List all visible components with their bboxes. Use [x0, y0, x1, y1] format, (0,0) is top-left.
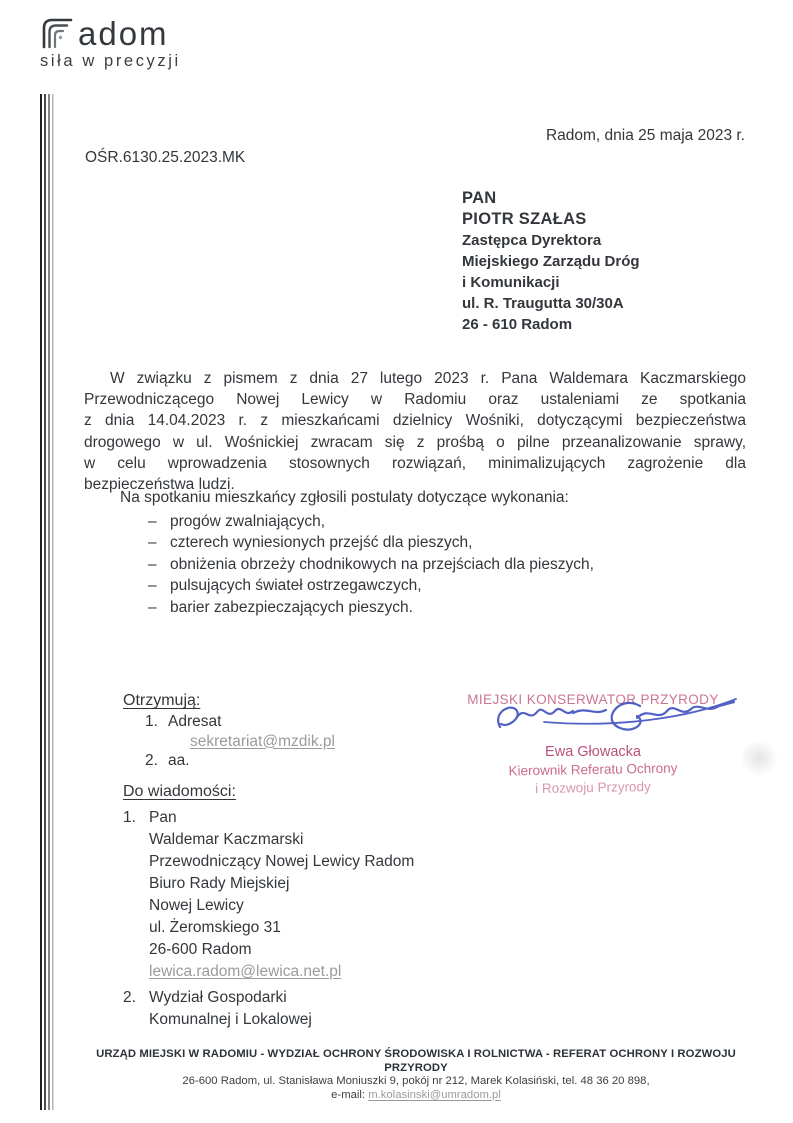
cc-item-1-lines	[149, 807, 414, 961]
received-by-item-1-email-row	[190, 732, 335, 752]
recipient-line: Zastępca Dyrektora	[462, 232, 602, 249]
radom-logo	[40, 16, 181, 71]
stamp-role-line-2: i Rozwoju Przyrody	[535, 778, 651, 797]
recipient-block	[462, 188, 640, 335]
cc-line: Przewodniczący Nowej Lewicy Radom	[149, 853, 415, 870]
body-line: W związku z pismem z dnia 27 lutego 2023 r. Pana Waldemara Kaczmarskiego	[110, 370, 746, 387]
list-item	[148, 511, 594, 532]
list-item	[148, 554, 594, 575]
cc-line: Pan	[149, 809, 177, 826]
footer-email-line	[85, 1089, 747, 1103]
received-by-item-1	[145, 712, 335, 732]
cc-line: 26-600 Radom	[149, 941, 252, 958]
item-number: 2.	[145, 752, 158, 769]
cc-line: Biuro Rady Miejskiej	[149, 875, 290, 892]
stamp-name: Ewa Głowacka	[545, 744, 641, 760]
recipient-line: PIOTR SZAŁAS	[462, 210, 587, 228]
stamp-title: MIEJSKI KONSERWATOR PRZYRODY	[467, 692, 719, 707]
item-text: Adresat	[168, 713, 222, 730]
dash-bullet: –	[148, 577, 157, 595]
body-line: z dnia 14.04.2023 r. z mieszkańcami dzielnicy Wośniki, dotyczącymi bezpieczeństwa	[84, 412, 746, 430]
received-by-heading: Otrzymują:	[123, 692, 201, 709]
received-by-section	[123, 692, 335, 771]
list-item	[148, 597, 594, 618]
dash-bullet: –	[148, 534, 157, 552]
list-item-text: barier zabezpieczających pieszych.	[170, 598, 413, 616]
radom-r-icon	[40, 16, 76, 49]
body-paragraph	[84, 368, 746, 495]
recipient-line: i Komunikacji	[462, 274, 560, 291]
signature-scribble	[488, 694, 740, 742]
cc-line: Komunalnej i Lokalowej	[149, 1011, 312, 1028]
item-number: 1.	[145, 713, 158, 730]
scan-smudge	[732, 732, 785, 784]
letter-footer	[85, 1048, 747, 1103]
body-line: drogowego w ul. Wośnickiej zwracam się z prośbą o pilne przeanalizowanie sprawy,	[84, 433, 746, 451]
list-item-text: progów zwalniających,	[170, 513, 326, 530]
list-item-text: pulsujących świateł ostrzegawczych,	[170, 577, 422, 595]
reference-number: OŚR.6130.25.2023.MK	[85, 149, 246, 166]
email-prefix: e-mail:	[331, 1088, 369, 1101]
cc-section	[123, 783, 414, 1031]
item-number: 2.	[123, 989, 136, 1006]
logo-wordmark: adom	[78, 15, 169, 52]
body-line: bezpieczeństwa ludzi.	[84, 476, 235, 494]
item-number: 1.	[123, 809, 136, 826]
email-link[interactable]: lewica.radom@lewica.net.pl	[149, 963, 342, 980]
cc-line: Wydział Gospodarki	[149, 989, 287, 1006]
dash-bullet: –	[148, 598, 157, 616]
recipient-line: 26 - 610 Radom	[462, 316, 573, 333]
cc-heading: Do wiadomości:	[123, 783, 236, 800]
body-line: Przewodniczącego Nowej Lewicy w Radomiu oraz ustaleniami ze spotkania	[84, 391, 746, 409]
email-link[interactable]: m.kolasinski@umradom.pl	[368, 1088, 501, 1101]
cc-item-1	[123, 807, 414, 983]
cc-line: Nowej Lewicy	[149, 897, 244, 914]
scan-artifact-lines	[40, 94, 56, 1110]
list-item	[148, 532, 594, 553]
list-item-text: czterech wyniesionych przejść dla pieszych,	[170, 534, 473, 552]
list-item-text: obniżenia obrzeży chodnikowych na przejściach dla pieszych,	[170, 555, 594, 573]
item-text: aa.	[168, 752, 190, 769]
recipient-line: ul. R. Traugutta 30/30A	[462, 295, 624, 312]
dash-bullet: –	[148, 555, 157, 573]
list-item	[148, 575, 594, 596]
recipient-line: PAN	[462, 189, 497, 207]
dash-bullet: –	[148, 513, 157, 530]
postulates-list	[148, 511, 594, 618]
cc-line: Waldemar Kaczmarski	[149, 831, 304, 848]
body-paragraph-2: Na spotkaniu mieszkańcy zgłosili postulaty dotyczące wykonania:	[120, 489, 569, 506]
logo-tagline: siła w precyzji	[40, 52, 181, 70]
body-line: w celu wprowadzenia stosownych rozwiązań, minimalizujących zagrożenie dla	[84, 454, 746, 472]
received-by-item-2	[145, 751, 335, 771]
email-link[interactable]: sekretariat@mzdik.pl	[190, 732, 335, 750]
date-line: Radom, dnia 25 maja 2023 r.	[545, 127, 745, 144]
recipient-line: Miejskiego Zarządu Dróg	[462, 253, 640, 270]
stamp-role-line-1: Kierownik Referatu Ochrony	[508, 760, 678, 779]
cc-item-2-lines	[149, 987, 312, 1031]
footer-office-line-2: PRZYRODY	[384, 1061, 448, 1074]
footer-address-line: 26-600 Radom, ul. Stanisława Moniuszki 9, pokój nr 212, Marek Kolasiński, tel. 48 36 20 898,	[182, 1075, 650, 1087]
footer-office-line: URZĄD MIEJSKI W RADOMIU - WYDZIAŁ OCHRONY ŚRODOWISKA I ROLNICTWA - REFERAT OCHRONY I ROZWOJU	[96, 1048, 736, 1060]
cc-line: ul. Żeromskiego 31	[149, 919, 281, 936]
cc-item-2	[123, 987, 414, 1031]
cc-item-1-email-row	[149, 961, 414, 983]
